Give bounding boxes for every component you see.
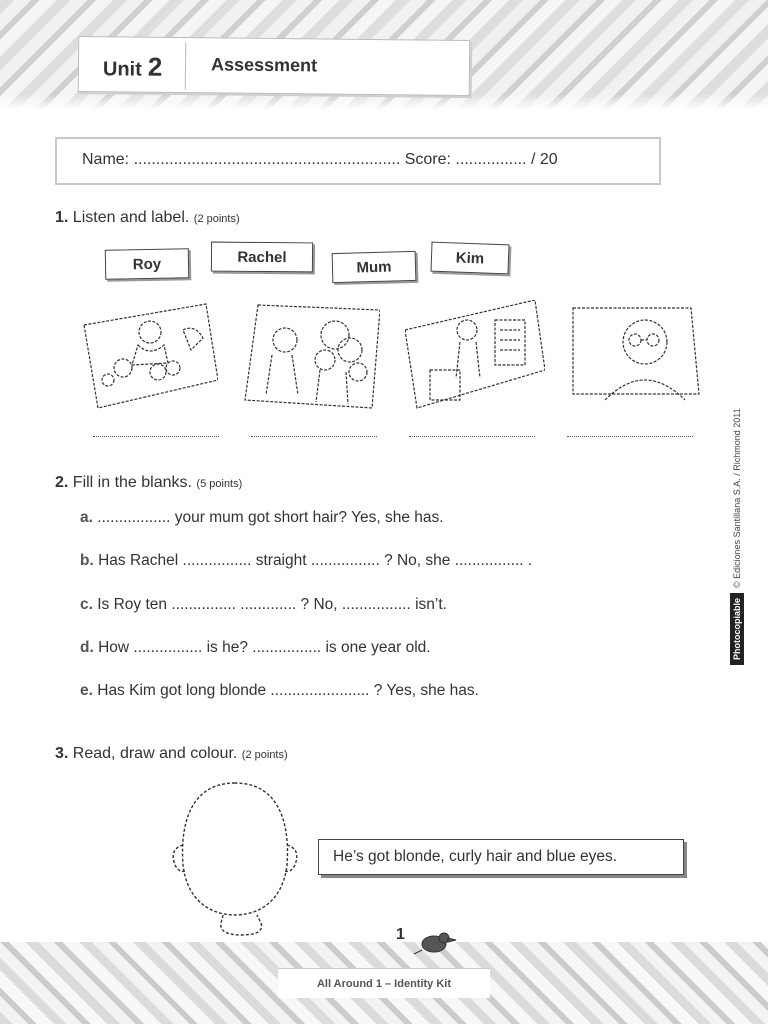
picture-woman-with-flowers: [240, 300, 380, 410]
bird-icon: [412, 928, 458, 958]
label-card-rachel: Rachel: [211, 242, 313, 273]
fill-item-e[interactable]: e. Has Kim got long blonde ....................... ? Yes, she has.: [80, 682, 479, 699]
fill-item-b[interactable]: b. Has Rachel ................ straight ................ ? No, she ................ .: [80, 552, 533, 569]
header-divider: [185, 42, 187, 90]
name-score-box[interactable]: [55, 137, 661, 185]
copyright-notice: [726, 405, 748, 665]
description-box: [318, 839, 684, 875]
name-score-line: Name: ............................................................ Score: ................ / 20: [82, 151, 558, 168]
question-3-heading: [55, 745, 288, 763]
answer-line-2[interactable]: [251, 436, 377, 437]
question-points: (5 points): [196, 478, 243, 490]
page-title: Assessment: [210, 54, 318, 76]
unit-number: 2: [147, 51, 163, 82]
copyright-text: © Ediciones Santillana S.A. / Richmond 2011: [732, 408, 742, 588]
page-number: 1: [396, 926, 405, 943]
answer-line-3[interactable]: [409, 436, 535, 437]
question-number: 2.: [55, 474, 69, 491]
fill-item-a[interactable]: a. ................. your mum got short hair? Yes, she has.: [80, 509, 444, 526]
question-instruction: Fill in the blanks.: [72, 474, 192, 491]
description-text: He’s got blonde, curly hair and blue eyes.: [333, 848, 618, 865]
label-card-kim: Kim: [431, 242, 510, 275]
label-card-roy: Roy: [105, 248, 190, 279]
question-instruction: Read, draw and colour.: [72, 745, 238, 762]
picture-baby-with-toys: [78, 300, 218, 410]
fill-item-c[interactable]: c. Is Roy ten ............... ............. ? No, ................ isn’t.: [80, 596, 447, 613]
unit-header: [78, 36, 471, 96]
question-points: (2 points): [241, 749, 288, 761]
answer-line-4[interactable]: [567, 436, 693, 437]
question-number: 3.: [55, 745, 69, 762]
book-title-footer: All Around 1 – Identity Kit: [278, 968, 490, 998]
question-2-heading: [55, 474, 242, 492]
question-points: (2 points): [193, 213, 240, 225]
question-number: 1.: [55, 209, 69, 226]
question-1-heading: [55, 209, 240, 227]
photocopiable-tag: Photocopiable: [730, 593, 744, 665]
picture-girl-in-city: [405, 300, 545, 410]
fill-item-d[interactable]: d. How ................ is he? ................ is one year old.: [80, 639, 431, 656]
label-card-mum: Mum: [332, 251, 417, 283]
picture-boy-with-glasses: [565, 300, 705, 410]
unit-label: Unit 2: [102, 51, 163, 82]
answer-line-1[interactable]: [93, 436, 219, 437]
head-outline-drawing[interactable]: [165, 775, 305, 945]
question-instruction: Listen and label.: [72, 209, 190, 226]
